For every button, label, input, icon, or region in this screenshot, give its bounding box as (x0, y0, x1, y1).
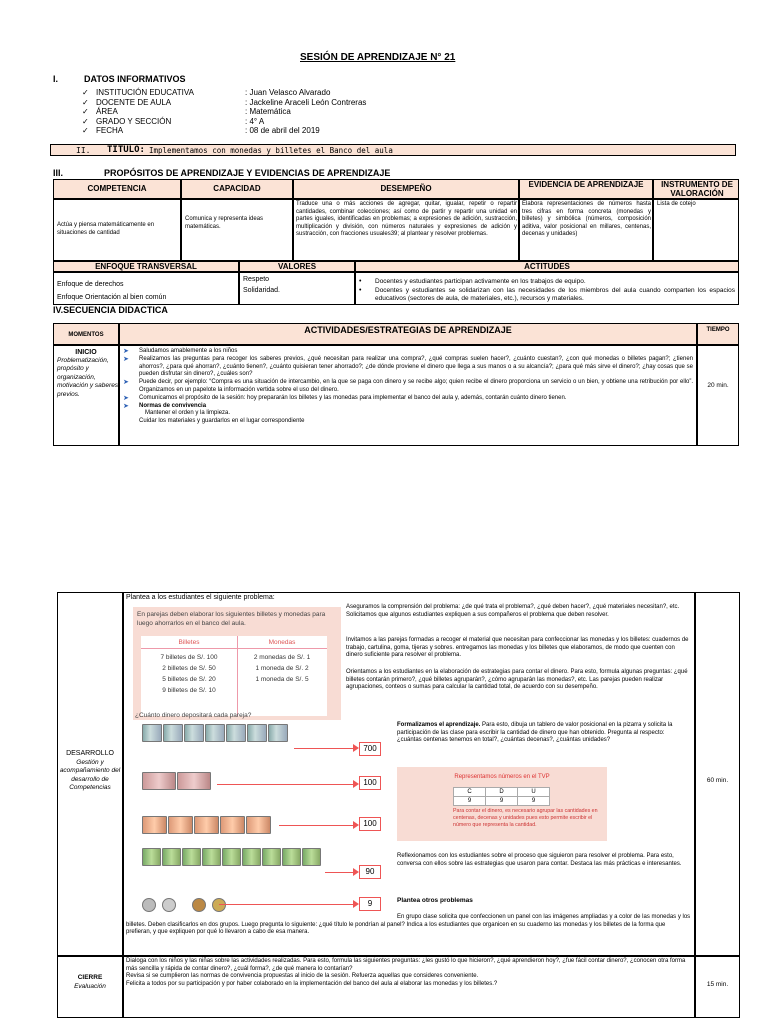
billetes-header: Billetes (178, 639, 200, 646)
bill-image (222, 848, 241, 866)
dato-value: : 4° A (245, 116, 265, 126)
titulo-bar (50, 144, 736, 156)
bill-image (142, 724, 162, 742)
moneda-item: 1 moneda de S/. 5 (255, 676, 309, 683)
arrow-bullet-icon: ➤ (123, 355, 129, 363)
dato-row (82, 107, 462, 117)
actitudes-header: ACTITUDES (524, 262, 570, 271)
bills-20-group (142, 816, 271, 834)
bill-image (246, 816, 271, 834)
actividades-header: ACTIVIDADES/ESTRATEGIAS DE APRENDIZAJE (304, 325, 512, 335)
bill-image (242, 848, 261, 866)
amount-10s: 90 (359, 865, 381, 879)
evidencia-text: Elabora representaciones de números hasta tres cifras en forma concreta (monedas y billetes) y simbólica (números, composición aditiva, valor posicional en millares, centenas, decenas y unidades) (522, 201, 651, 238)
bill-image (247, 724, 267, 742)
problema-intro: Plantea a los estudiantes el siguiente problema: (126, 594, 275, 601)
tvp-note: Para contar el dinero, es necesario agrupar las cantidades en centenas, decenas y unidades pues esto permite escribir el número que representa la cantidad. (453, 808, 598, 828)
cierre-time: 15 min. (706, 981, 729, 988)
inicio-subtitle: Problematización, propósito y organización, motivación y saberes previos. (57, 357, 119, 398)
valores-header: VALORES (277, 262, 317, 271)
page-title: SESIÓN DE APRENDIZAJE N° 21 (300, 52, 456, 63)
bill-image (194, 816, 219, 834)
tvp-card (397, 767, 607, 841)
actitud-2: Docentes y estudiantes se solidarizan con las necesidades de los miembros del aula cuando comparten los espacios educativos (sectores de aula, de materiales, etc.), recursos y materiales. (375, 287, 735, 302)
dato-key: GRADO Y SECCIÓN (96, 116, 172, 126)
datos-list (82, 88, 462, 136)
tvp-value-c: 9 (454, 797, 486, 806)
monedas-header: Monedas (268, 639, 296, 646)
reflexion-text: Reflexionamos con los estudiantes sobre el proceso que siguieron para resolver el problema. Para esto, conversa con ellos sobre las estrategias que usaron para contar. Destaca las más prácticas e interesantes. (397, 853, 682, 867)
dato-value: : Juan Velasco Alvarado (245, 88, 331, 97)
titulo-value: Implementamos con monedas y billetes el Banco del aula (149, 146, 393, 155)
momentos-header: MOMENTOS (68, 332, 104, 338)
enfoque-bien-comun: Enfoque Orientación al bien común (57, 294, 167, 301)
coin-5 (212, 898, 226, 912)
cierre-line: Revisa si se cumplieron las normas de convivencia propuestas al inicio de la sesión. Refuerza aquellas que consideres conveniente. (126, 973, 479, 980)
norma-item: Cuidar los materiales y guardarlos en el lugar correspondiente (139, 418, 305, 425)
tvp-header-u: U (518, 788, 550, 797)
check-icon: ✓ (82, 107, 89, 117)
formalizamos-title: Formalizamos el aprendizaje. (397, 722, 481, 728)
paso-estrategias: Orientamos a los estudiantes en la elaboración de estrategias para contar el dinero. Para esto, formula algunas preguntas: ¿qué billetes contarán primero?, ¿qué billetes agruparán?, ¿cómo agruparán las monedas?, etc. Las parejas pueden realizar agrupaciones, conteos o sumas para calcular la cantidad total, de acuerdo con su desempeño. (346, 669, 688, 691)
propositos-table (53, 179, 739, 264)
check-icon: ✓ (82, 88, 89, 97)
cierre-line: Dialoga con los niños y las niñas sobre las actividades realizadas. Para esto, formula las siguientes preguntas: ¿les gustó lo que hicieron?, ¿qué aprendieron hoy?, ¿fue fácil contar dinero?, ¿conocen otra forma más sencilla y rápida de contar dinero?, ¿cuál forma?, ¿de qué manera lo contarían? (126, 958, 686, 972)
cierre-list (126, 958, 691, 988)
bill-image (182, 848, 201, 866)
capacidad-text: Comunica y representa ideas matemáticas. (185, 216, 264, 230)
problem-question: ¿Cuánto dinero depositará cada pareja? (135, 712, 252, 719)
dato-key: DOCENTE DE AULA (96, 97, 172, 107)
tvp-value-d: 9 (486, 797, 518, 806)
bill-image (142, 772, 176, 790)
enfoque-header: ENFOQUE TRANSVERSAL (95, 262, 197, 271)
bill-image (282, 848, 301, 866)
billete-item: 9 billetes de S/. 10 (162, 687, 216, 694)
inicio-item-text: Normas de convivencia (139, 402, 207, 409)
secuencia-table-desarrollo (57, 592, 740, 1020)
inicio-item (123, 403, 693, 411)
header-evidencia: EVIDENCIA DE APRENDIZAJE (528, 180, 644, 189)
amount-700: 700 (359, 742, 381, 756)
bill-image (162, 848, 181, 866)
coin-1 (142, 898, 156, 912)
arrow-bullet-icon: ➤ (123, 348, 129, 355)
enfoque-derechos: Enfoque de derechos (57, 281, 124, 288)
inicio-item (123, 348, 693, 356)
amount-20s: 100 (359, 817, 381, 831)
inicio-item (123, 395, 693, 403)
paso-comprension: Aseguramos la comprensión del problema: ¿de qué trata el problema?, ¿qué deben hacer?, ¿qué materiales necesitan?, etc. Solicitamos que algunos estudiantes expliquen a sus compañeros el problema que deben resolver. (346, 604, 680, 618)
amount-50s: 100 (359, 776, 381, 790)
bill-image (142, 848, 161, 866)
section-2-number: II. (76, 146, 91, 155)
dato-row (82, 126, 462, 136)
tvp-value-u: 9 (518, 797, 550, 806)
bill-image (226, 724, 246, 742)
dato-key: INSTITUCIÓN EDUCATIVA (96, 88, 194, 97)
dato-value: : Matemática (245, 107, 291, 117)
check-icon: ✓ (82, 97, 89, 107)
bill-image (202, 848, 221, 866)
bill-image (142, 816, 167, 834)
dato-row (82, 88, 462, 98)
enfoque-table (53, 261, 739, 307)
arrow-bullet-icon: ➤ (123, 379, 129, 387)
moneda-item: 2 monedas de S/. 1 (253, 654, 311, 661)
coins-group (142, 898, 226, 912)
dato-row (82, 98, 462, 108)
inicio-item (123, 356, 693, 379)
bill-image (220, 816, 245, 834)
otros-problemas: Plantea otros problemas (397, 897, 473, 904)
inicio-title: INICIO (75, 349, 97, 356)
bill-image (184, 724, 204, 742)
tvp-table (453, 787, 550, 806)
formalizamos-paragraph (397, 722, 689, 745)
billetes-list (141, 652, 237, 696)
coin-1b (162, 898, 176, 912)
actitud-1: Docentes y estudiantes participan activamente en los trabajos de equipo. (375, 278, 586, 285)
formalizamos-text: Para esto, dibuja un tablero de valor posicional en la pizarra y solicita la participación de las clase para escribir la cantidad de dinero que han obtenido. Pregunta al respecto: ¿cuántas centenas tenemos en total?, ¿cuántas decenas?, ¿cuántas unidades? (397, 722, 673, 744)
monedas-list (237, 652, 327, 685)
inicio-list (123, 348, 693, 426)
instrumento-text: Lista de cotejo (657, 201, 696, 207)
dato-key: FECHA (96, 126, 124, 136)
dato-value: : 08 de abril del 2019 (245, 126, 320, 136)
bullet-dot: • (359, 287, 362, 294)
bill-image (262, 848, 281, 866)
check-icon: ✓ (82, 126, 89, 136)
bills-50-group (142, 772, 211, 790)
inicio-item-text: Realizamos las preguntas para recoger los saberes previos, ¿qué necesitan para realizar una compra?, ¿qué compras suelen hacer?, ¿cuánto cuestan?, ¿con qué monedas o billetes pagan?; ¿tienen ahorros?, ¿para qué ahorran?, ¿cuánto tienen?, ¿cuánto quisieran tener ahorrado?; ¿de dónde proviene el dinero que llega a sus manos o a su alcancía?; ¿para qué más sirve el dinero?; ¿hay cosas que se pueden disfrutar sin dinero?, ¿cuáles son? (139, 355, 693, 378)
header-desempeno: DESEMPEÑO (380, 184, 432, 193)
inicio-time: 20 min. (707, 382, 729, 389)
section-3-number: III. (53, 168, 64, 178)
section-3-heading: PROPÓSITOS DE APRENDIZAJE Y EVIDENCIAS DE APRENDIZAJE (104, 168, 391, 178)
header-capacidad: CAPACIDAD (213, 184, 261, 193)
desarrollo-time: 60 min. (706, 777, 729, 784)
norma-item: Mantener el orden y la limpieza. (145, 410, 231, 417)
valor-respeto: Respeto (243, 276, 270, 283)
billete-item: 5 billetes de S/. 20 (162, 676, 216, 683)
bills-10-group (142, 848, 321, 866)
bill-image (302, 848, 321, 866)
titulo-label: TITULO: (107, 145, 145, 155)
bills-100-group (142, 724, 288, 742)
arrow-bullet-icon: ➤ (123, 394, 129, 402)
bullet-dot: • (359, 278, 362, 285)
dato-row (82, 117, 462, 127)
moneda-item: 1 moneda de S/. 2 (255, 665, 309, 672)
coin-2 (192, 898, 206, 912)
inicio-item-text: Puede decir, por ejemplo: “Compra es una situación de intercambio, en la que se paga con dinero y se recibe algo; quien recibe el dinero proporciona un servicio o un bien, y obtiene una retribución por ello”. Organizamos en un papelote la información vertida sobre el uso del dinero. (139, 379, 693, 393)
tvp-header-c: C (454, 788, 486, 797)
check-icon: ✓ (82, 116, 89, 126)
section-1-heading: DATOS INFORMATIVOS (84, 74, 186, 84)
desempeno-text: Traduce una o más acciones de agregar, quitar, igualar, repetir o repartir cantidades, combinar colecciones; así como de partir y repartir una unidad en partes iguales, identificadas en problemas; a expresiones de adición, sustracción, multiplicación y división, con números naturales y expresiones de adición y sustracción, con fracciones usuales39; al plantear y resolver problemas. (296, 201, 517, 238)
desarrollo-title: DESARROLLO (66, 750, 114, 757)
bill-image (168, 816, 193, 834)
paso-material: Invitamos a las parejas formadas a recoger el material que necesitan para confeccionar las monedas y los billetes: cuadernos de trabajo, cartulina, goma, tijeras y sobres. entregamos las monedas y los billetes que elaboramos, de modo que cuenten con dinero suficiente para resolver el problema. (346, 637, 689, 659)
problem-text: En parejas deben elaborar los siguientes billetes y monedas para luego ahorrarlos en el banco del aula. (137, 611, 326, 627)
cierre-title: CIERRE (77, 974, 103, 981)
dato-key: ÁREA (96, 107, 118, 117)
inicio-item (123, 379, 693, 395)
problem-table (141, 636, 327, 716)
desarrollo-subtitle: Gestión y acompañamiento del desarrollo de Competencias (59, 759, 121, 792)
valor-solidaridad: Solidaridad. (243, 287, 280, 294)
bill-image (177, 772, 211, 790)
bill-image (268, 724, 288, 742)
dato-value: : Jackeline Araceli León Contreras (245, 97, 367, 107)
section-4-heading: IV.SECUENCIA DIDACTICA (53, 305, 168, 315)
cierre-subtitle: Evaluación (74, 983, 106, 990)
inicio-item-text: Saludamos amablemente a los niños (139, 348, 238, 354)
section-1-number: I. (53, 74, 59, 84)
billete-item: 2 billetes de S/. 50 (162, 665, 216, 672)
amount-coins: 9 (359, 897, 381, 911)
tiempo-header: TIEMPO (706, 327, 730, 333)
tvp-header-d: D (486, 788, 518, 797)
secuencia-table-inicio (53, 323, 739, 448)
billete-item: 7 billetes de S/. 100 (160, 654, 218, 661)
bill-image (163, 724, 183, 742)
problem-card (133, 607, 341, 720)
header-instrumento: INSTRUMENTO DE VALORACIÓN (661, 180, 733, 198)
cierre-line: Felicita a todos por su participación y por haber colaborado en la implementación del banco del aula al elaborar las monedas y los billetes.? (126, 980, 498, 987)
inicio-item-text: Comunicamos el propósito de la sesión: hoy prepararán los billetes y las monedas para implementar el banco del aula y, además, contarán cuánto dinero tienen. (139, 394, 567, 401)
competencia-text: Actúa y piensa matemáticamente en situaciones de cantidad (57, 222, 155, 236)
bill-image (205, 724, 225, 742)
grupo-clase-text: En grupo clase solicita que confeccionen un panel con las imágenes ampliadas y a color de las monedas y los billetes. Deben clasificarlos en dos grupos. Luego pregunta lo siguiente: ¿qué título le pondrían al panel? Indica a los estudiantes que organicen en su cuaderno las monedas y los billetes de la forma que prefieran, y que expliquen por qué lo llevaron a cabo de esa manera. (126, 914, 691, 936)
tvp-title: Representamos números en el TVP (454, 774, 550, 780)
arrow-bullet-icon: ➤ (123, 402, 129, 410)
header-competencia: COMPETENCIA (87, 184, 147, 193)
